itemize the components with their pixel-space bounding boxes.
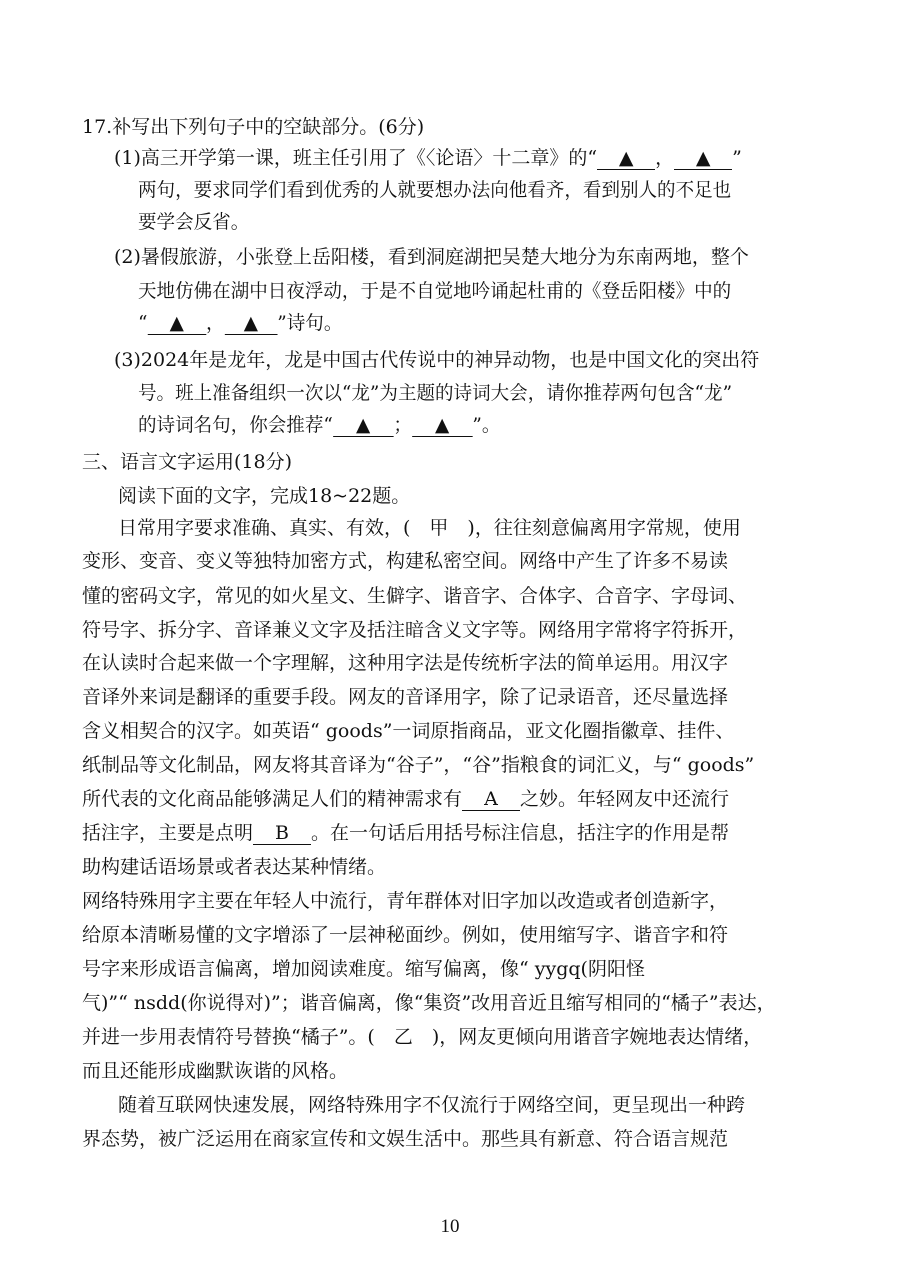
- passage-line: 所代表的文化商品能够满足人们的精神需求有 A 之妙。年轻网友中还流行: [82, 788, 730, 810]
- passage-line: 界态势，被广泛运用在商家宣传和文娱生活中。那些具有新意、符合语言规范: [82, 1128, 729, 1150]
- answer-blank[interactable]: ▲: [412, 414, 472, 437]
- passage-line: 纸制品等文化制品，网友将其音译为“谷子”，“谷”指粮食的词汇义，与“ goods”: [82, 754, 755, 776]
- q17-item1-line3: 要学会反省。: [138, 211, 250, 233]
- passage-line: 而且还能形成幽默诙谐的风格。: [82, 1060, 349, 1082]
- passage-line: 给原本清晰易懂的文字增添了一层神秘面纱。例如，使用缩写字、谐音字和符: [82, 924, 729, 946]
- passage-line: 日常用字要求准确、真实、有效，( 甲 )，往往刻意偏离用字常规，使用: [118, 517, 741, 539]
- passage-line: 音译外来词是翻译的重要手段。网友的音译用字，除了记录语音，还尽量选择: [82, 686, 729, 708]
- passage-line: 随着互联网快速发展，网络特殊用字不仅流行于网络空间，更呈现出一种跨: [118, 1094, 746, 1116]
- answer-blank-b[interactable]: B: [253, 822, 311, 845]
- section-intro: 阅读下面的文字，完成18~22题。: [118, 485, 411, 507]
- answer-blank[interactable]: ▲: [225, 312, 278, 335]
- q17-item3-line1: (3)2024年是龙年，龙是中国古代传说中的神异动物，也是中国文化的突出符: [114, 349, 760, 371]
- passage-line: 懂的密码文字，常见的如火星文、生僻字、谐音字、合体字、合音字、字母词、: [82, 585, 748, 607]
- q17-item3-line2: 号。班上准备组织一次以“龙”为主题的诗词大会，请你推荐两句包含“龙”: [138, 382, 733, 404]
- passage-line: 气)”“ nsdd(你说得对)”；谐音偏离，像“集资”改用音近且缩写相同的“橘子”表达，: [82, 992, 776, 1014]
- answer-blank[interactable]: ▲: [674, 147, 732, 170]
- passage-line: 符号字、拆分字、音译兼义文字及括注暗含义文字等。网络用字常将字符拆开，: [82, 619, 748, 641]
- q17-item3-line3: 的诗词名句，你会推荐“ ▲ ； ▲ ”。: [138, 414, 501, 436]
- q17-item2-line3: “ ▲ ， ▲ ”诗句。: [138, 312, 343, 334]
- passage-line: 助构建话语场景或者表达某种情绪。: [82, 856, 387, 878]
- passage-line: 并进一步用表情符号替换“橘子”。( 乙 )，网友更倾向用谐音字婉地表达情绪，: [82, 1026, 763, 1048]
- passage-line: 括注字，主要是点明 B 。在一句话后用括号标注信息，括注字的作用是帮: [82, 822, 730, 844]
- passage-line: 在认读时合起来做一个字理解，这种用字法是传统析字法的简单运用。用汉字: [82, 652, 729, 674]
- answer-blank[interactable]: ▲: [333, 414, 393, 437]
- q17-item2-line2: 天地仿佛在湖中日夜浮动，于是不自觉地吟诵起杜甫的《登岳阳楼》中的: [138, 280, 732, 302]
- q17-item2-line1: (2)暑假旅游，小张登上岳阳楼，看到洞庭湖把吴楚大地分为东南两地，整个: [114, 246, 749, 268]
- passage-line: 网络特殊用字主要在年轻人中流行，青年群体对旧字加以改造或者创造新字，: [82, 890, 729, 912]
- page-number: 10: [440, 1216, 460, 1237]
- q17-item1-line2: 两句，要求同学们看到优秀的人就要想办法向他看齐，看到别人的不足也: [138, 179, 732, 201]
- answer-blank[interactable]: ▲: [147, 312, 206, 335]
- q17-title: 17.补写出下列句子中的空缺部分。(6分): [82, 116, 425, 138]
- passage-line: 含义相契合的汉字。如英语“ goods”一词原指商品，亚文化圈指徽章、挂件、: [82, 720, 735, 742]
- answer-blank[interactable]: ▲: [597, 147, 655, 170]
- passage-line: 号字来形成语言偏离，增加阅读难度。缩写偏离，像“ yygq(阴阳怪: [82, 958, 645, 980]
- answer-blank-a[interactable]: A: [462, 788, 520, 811]
- section-heading: 三、语言文字运用(18分): [82, 451, 293, 473]
- passage-line: 变形、变音、变义等独特加密方式，构建私密空间。网络中产生了许多不易读: [82, 550, 729, 572]
- q17-item1-line1: (1)高三开学第一课，班主任引用了《〈论语〉十二章》的“ ▲ ， ▲ ”: [114, 147, 742, 169]
